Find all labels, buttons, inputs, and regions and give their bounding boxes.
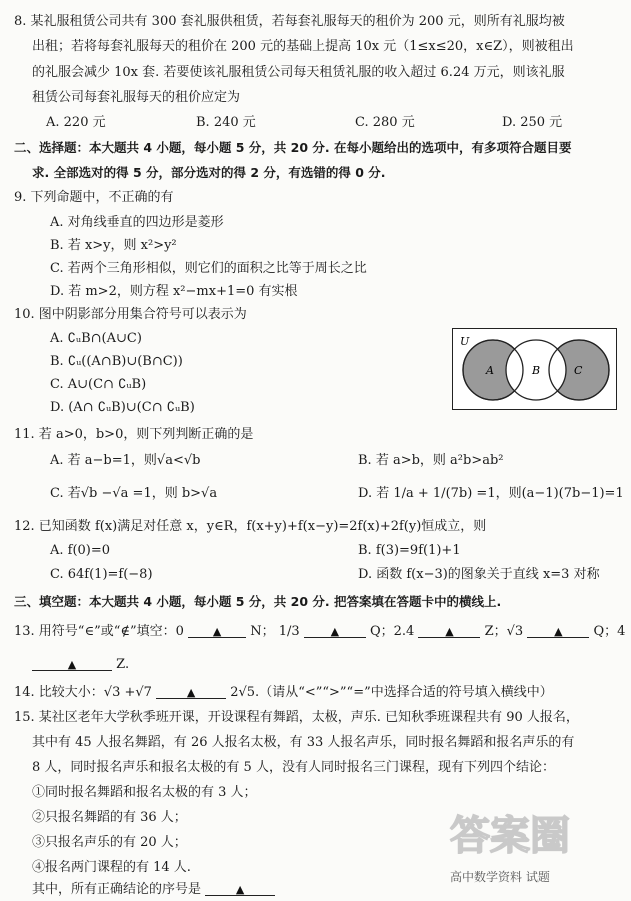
q15-blank[interactable]: ▲ bbox=[205, 881, 275, 896]
q8-option-a: A. 220 元 bbox=[46, 115, 106, 130]
q15-statement-4: ④报名两门课程的有 14 人. bbox=[32, 860, 191, 875]
q9-stem: 9. 下列命题中，不正确的有 bbox=[14, 190, 174, 205]
q11-option-a: A. 若 a−b=1，则√a<√b bbox=[50, 453, 201, 468]
svg-text:答案圈: 答案圈 bbox=[450, 813, 570, 859]
q9-option-a: A. 对角线垂直的四边形是菱形 bbox=[50, 215, 224, 230]
q13-blank-3[interactable]: ▲ bbox=[418, 623, 480, 638]
q15-final: 其中，所有正确结论的序号是 bbox=[32, 882, 202, 897]
q11-option-c: C. 若√b −√a =1，则 b>√a bbox=[50, 486, 218, 501]
q15-statement-1: ①同时报名舞蹈和报名太极的有 3 人； bbox=[32, 785, 257, 800]
q14-prefix: 14. 比较大小：√3 +√7 bbox=[14, 685, 152, 700]
q13-text-z: Z；√3 bbox=[484, 624, 524, 639]
q13-end: Z. bbox=[116, 657, 130, 672]
q10-option-c: C. A∪(C∩ ∁ᵤB) bbox=[50, 377, 147, 392]
q10-option-a: A. ∁ᵤB∩(A∪C) bbox=[50, 331, 142, 346]
q12-option-b: B. f(3)=9f(1)+1 bbox=[358, 543, 461, 558]
q9-option-b: B. 若 x>y，则 x²>y² bbox=[50, 238, 177, 253]
q13-prefix: 13. 用符号“∈”或“∉”填空：0 bbox=[14, 624, 184, 639]
q9-option-d: D. 若 m>2，则方程 x²−mx+1=0 有实根 bbox=[50, 284, 298, 299]
venn-svg bbox=[453, 329, 616, 409]
q10-option-d: D. (A∩ ∁ᵤB)∪(C∩ ∁ᵤB) bbox=[50, 400, 195, 415]
venn-label-a: A bbox=[486, 364, 494, 377]
q11-option-b: B. 若 a>b，则 a²b>ab² bbox=[358, 453, 504, 468]
q11-stem: 11. 若 a>0，b>0，则下列判断正确的是 bbox=[14, 427, 254, 442]
venn-label-u: U bbox=[460, 335, 470, 348]
q13-blank-1[interactable]: ▲ bbox=[188, 623, 246, 638]
q8-line-1: 8. 某礼服租赁公司共有 300 套礼服供租赁，若每套礼服每天的租价为 200 元，则所有礼服均被 bbox=[14, 14, 565, 29]
watermark-caption: 高中数学资料 试题 bbox=[450, 870, 550, 884]
q13-text-n: N； bbox=[250, 624, 275, 639]
q14-suffix: 2√5.（请从“<”“>”“=”中选择合适的符号填入横线中） bbox=[230, 685, 553, 700]
section2-heading-1: 二、选择题：本大题共 4 小题，每小题 5 分，共 20 分. 在每小题给出的选项中，有多项符合题目要 bbox=[14, 140, 572, 155]
q8-line-2: 出租；若将每套礼服每天的租价在 200 元的基础上提高 10x 元（1≤x≤20，x∈Z），则被租出 bbox=[32, 39, 574, 54]
q8-option-c: C. 280 元 bbox=[355, 115, 415, 130]
q13-third: 1/3 bbox=[278, 624, 300, 639]
q14-line bbox=[14, 684, 553, 702]
q14-blank[interactable]: ▲ bbox=[156, 684, 226, 699]
venn-label-c: C bbox=[574, 364, 583, 377]
q15-line-3: 8 人，同时报名声乐和报名太极的有 5 人，没有人同时报名三门课程，现有下列四个结论： bbox=[32, 760, 555, 775]
q9-option-c: C. 若两个三角形相似，则它们的面积之比等于周长之比 bbox=[50, 261, 367, 276]
q8-option-d: D. 250 元 bbox=[502, 115, 563, 130]
q12-option-d: D. 函数 f(x−3)的图象关于直线 x=3 对称 bbox=[358, 567, 600, 582]
q15-statement-2: ②只报名舞蹈的有 36 人； bbox=[32, 810, 187, 825]
q13-blank-2[interactable]: ▲ bbox=[304, 623, 366, 638]
venn-diagram bbox=[452, 328, 617, 410]
q13-blank-5[interactable]: ▲ bbox=[32, 656, 112, 671]
section2-heading-2: 求. 全部选对的得 5 分，部分选对的得 2 分，有选错的得 0 分. bbox=[32, 165, 386, 180]
q13-text-q2: Q；4 bbox=[593, 624, 626, 639]
q11-option-d: D. 若 1/a + 1/(7b) =1，则(a−1)(7b−1)=1 bbox=[358, 486, 624, 501]
q15-statement-3: ③只报名声乐的有 20 人； bbox=[32, 835, 187, 850]
section3-heading: 三、填空题：本大题共 4 小题，每小题 5 分，共 20 分. 把答案填在答题卡中的横线上. bbox=[14, 594, 502, 609]
q8-line-4: 租赁公司每套礼服每天的租价应定为 bbox=[32, 90, 241, 105]
q13-line-1 bbox=[14, 623, 625, 641]
q8-line-3: 的礼服会减少 10x 套. 若要使该礼服租赁公司每天租赁礼服的收入超过 6.24 万元，则该礼服 bbox=[32, 65, 565, 80]
q13-text-q: Q；2.4 bbox=[369, 624, 415, 639]
q12-option-c: C. 64f(1)=f(−8) bbox=[50, 567, 153, 582]
q10-stem: 10. 图中阴影部分用集合符号可以表示为 bbox=[14, 307, 247, 322]
venn-label-b: B bbox=[532, 364, 541, 377]
watermark-stamp bbox=[440, 805, 620, 865]
q15-line-1: 15. 某社区老年大学秋季班开课，开设课程有舞蹈，太极，声乐. 已知秋季班课程共有 90 人报名， bbox=[14, 710, 579, 725]
q15-final-line bbox=[32, 881, 275, 899]
q12-option-a: A. f(0)=0 bbox=[50, 543, 111, 558]
q8-option-b: B. 240 元 bbox=[196, 115, 256, 130]
q13-blank-4[interactable]: ▲ bbox=[527, 623, 589, 638]
q15-line-2: 其中有 45 人报名舞蹈，有 26 人报名太极，有 33 人报名声乐，同时报名舞蹈和报名声乐的有 bbox=[32, 735, 575, 750]
q10-option-b: B. ∁ᵤ((A∩B)∪(B∩C)) bbox=[50, 354, 183, 369]
q12-stem: 12. 已知函数 f(x)满足对任意 x，y∈R，f(x+y)+f(x−y)=2f(x)+2f(y)恒成立，则 bbox=[14, 519, 487, 534]
q13-line-2 bbox=[32, 656, 129, 674]
